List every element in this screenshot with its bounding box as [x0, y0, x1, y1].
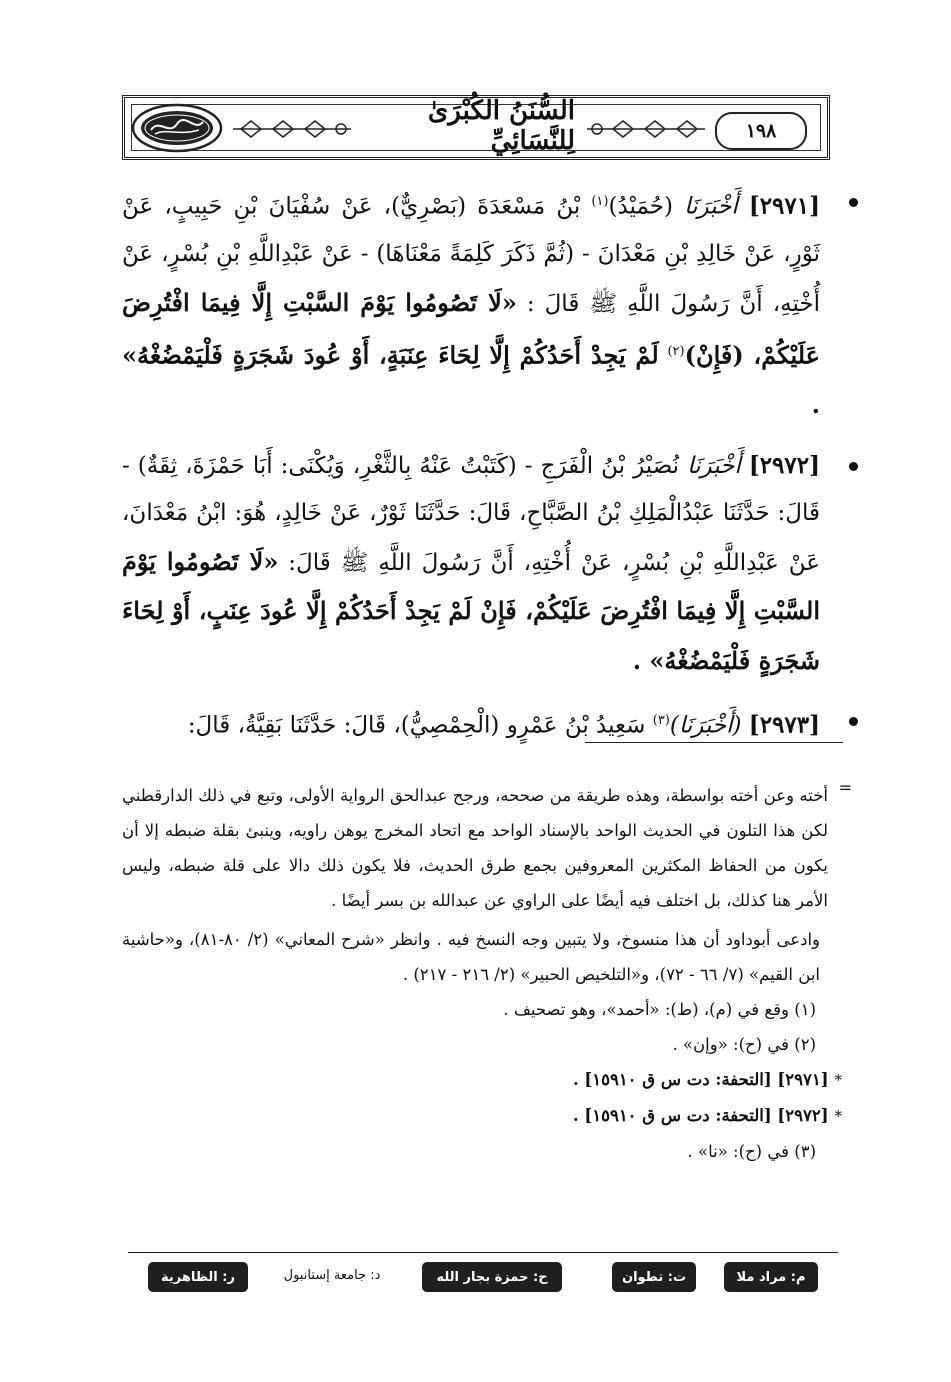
footnote-continuation: أخته وعن أخته بواسطة، وهذه طريقة من صححه، ورجح عبدالحق الرواية الأولى، وتبع في ذلك الدارقطني لكن هذا التلون في الحديث الواحد بالإسناد الواحد مع اتحاد المخرج يوهن راويه، وينبئ بقلة ضبطه إلا أن يكون من الحفاظ المكثرين المعروفين بجمع طرق الحديث، فلا يكون ذلك دالا على قلة ضبطه، وليس الأمر هنا كذلك، بل اختلف فيه أيضًا على الراوي عن عبدالله بن بسر أيضًا . — [122, 786, 828, 910]
hadith-matn: «لَا تَصُومُوا يَوْمَ السَّبْتِ إِلَّا فِيمَا افْتُرِضَ عَلَيْكُمْ، (فَإِنْ) — [122, 287, 820, 370]
ornament-right-icon — [587, 118, 705, 140]
manuscript-label-m: م: مراد ملا — [724, 1262, 818, 1292]
ornament-left-icon — [233, 118, 351, 140]
star-icon: * — [834, 1107, 842, 1125]
tuhfa-reference — [122, 1062, 842, 1098]
hadith-akhbarana: أَخْبَرَنَا — [684, 193, 738, 220]
footnote-marker: (١) — [591, 194, 609, 209]
page-header — [122, 95, 830, 160]
hadith-akhbarana: (أَخْبَرَنَا) — [669, 712, 742, 739]
bullet-icon — [849, 462, 858, 471]
book-title: السُّنَنُ الكُبْرَىٰ لِلنَّسَائِيِّ — [427, 96, 575, 156]
hadith-chain: سَعِيدُ بْنُ عَمْرٍو (الْحِمْصِيُّ)، قَالَ: حَدَّثَنَا بَقِيَّةُ، قَالَ: — [187, 712, 646, 739]
hadith-number: [٢٩٧٣] — [748, 711, 820, 739]
hadith-matn: «لَا تَصُومُوا يَوْمَ السَّبْتِ إِلَّا فِيمَا افْتُرِضَ عَلَيْكُمْ، فَإِنْ لَمْ يَجِدْ أَحَدُكُمْ إِلَّا عُودَ عِنَبٍ، أَوْ لِحَاءَ شَجَرَةٍ فَلْيَمْضُغْهُ» . — [122, 546, 820, 675]
manuscript-label-t: ت: تطوان — [612, 1262, 696, 1292]
tuhfa-text: [٢٩٧١] [التحفة: دت س ق ١٥٩١٠] . — [572, 1070, 829, 1089]
hadith-akhbarana: أَخْبَرَنَا — [687, 452, 741, 479]
footnote-marker: (٢) — [667, 344, 685, 360]
manuscript-label-r: ر: الظاهرية — [148, 1262, 248, 1292]
footnote-paragraph: وادعى أبوداود أن هذا منسوخ، ولا يتبين وجه النسخ فيه . وانظر «شرح المعاني» (٢/ ٨٠-٨١)، و«حاشية ابن القيم» (٧/ ٦٦ - ٧٢)، و«التلخيص الحبير» (٢/ ٢١٦ - ٢١٧) . — [122, 930, 820, 984]
footnote-item: (٣) في (ح): «نا» . — [687, 1142, 816, 1161]
hadith-number: [٢٩٧١] — [748, 192, 821, 220]
bullet-icon — [849, 717, 858, 726]
bullet-icon — [849, 198, 858, 207]
hadith-paragraph — [122, 442, 842, 687]
star-icon: * — [834, 1071, 842, 1089]
page-number: ١٩٨ — [715, 112, 807, 150]
footnote-item: (١) وقع في (م)، (ط): «أحمد»، وهو تصحيف . — [503, 1000, 816, 1019]
continuation-mark: = — [838, 778, 852, 797]
footnote-item: (٢) في (ح): «وإن» . — [672, 1035, 816, 1054]
hadith-chain: بْنُ مَسْعَدَةَ (بَصْرِيٌّ)، عَنْ سُفْيَانَ بْنِ حَبِيبٍ، عَنْ ثَوْرٍ، عَنْ خَالِدِ بْنِ مَعْدَانَ - (ثُمَّ ذَكَرَ كَلِمَةً مَعْنَاهَا) - عَنْ عَبْدِاللَّهِ بْنِ بُسْرٍ، عَنْ أُخْتِهِ، أَنَّ رَسُولَ اللَّهِ ﷺ قَالَ : — [122, 193, 821, 317]
manuscript-label-h: ح: حمزة بجار الله — [422, 1262, 562, 1292]
hadith-chain: نُصَيْرُ بْنُ الْفَرَجِ - (كَتَبْتُ عَنْهُ بِالثَّغْرِ، وَيُكْنَى: أَبَا حَمْزَةَ، ثِقَةٌ) - قَالَ: حَدَّثَنَا عَبْدُالْمَلِكِ بْنُ الصَّبَّاحِ، قَالَ: حَدَّثَنَا ثَوْرٌ، عَنْ خَالِدٍ، هُوَ: ابْنُ مَعْدَانَ، عَنْ عَبْدِاللَّهِ بْنِ بُسْرٍ، عَنْ أُخْتِهِ، أَنَّ رَسُولَ اللَّهِ ﷺ قَالَ: — [122, 452, 821, 576]
tuhfa-reference — [122, 1098, 842, 1134]
hadith-matn: لَمْ يَجِدْ أَحَدُكُمْ إِلَّا لِحَاءَ عِنَبَةٍ، أَوْ عُودَ شَجَرَةٍ فَلْيَمْضُغْهُ» . — [122, 340, 820, 420]
hadith-number: [٢٩٧٢] — [748, 451, 821, 479]
footnote-marker: (٣) — [652, 713, 670, 729]
hadith-paragraph — [122, 178, 842, 431]
footnotes — [122, 778, 852, 1169]
hadith-chain: (حُمَيْدُ) — [608, 193, 673, 220]
book-logo-icon — [129, 102, 225, 154]
tuhfa-text: [٢٩٧٢] [التحفة: دت س ق ١٥٩١٠] . — [572, 1106, 829, 1125]
footnote-divider — [585, 742, 843, 743]
bottom-rule — [128, 1252, 838, 1253]
manuscript-label-d: د: جامعة إستانبول — [283, 1267, 381, 1283]
hadith-body — [122, 178, 842, 761]
